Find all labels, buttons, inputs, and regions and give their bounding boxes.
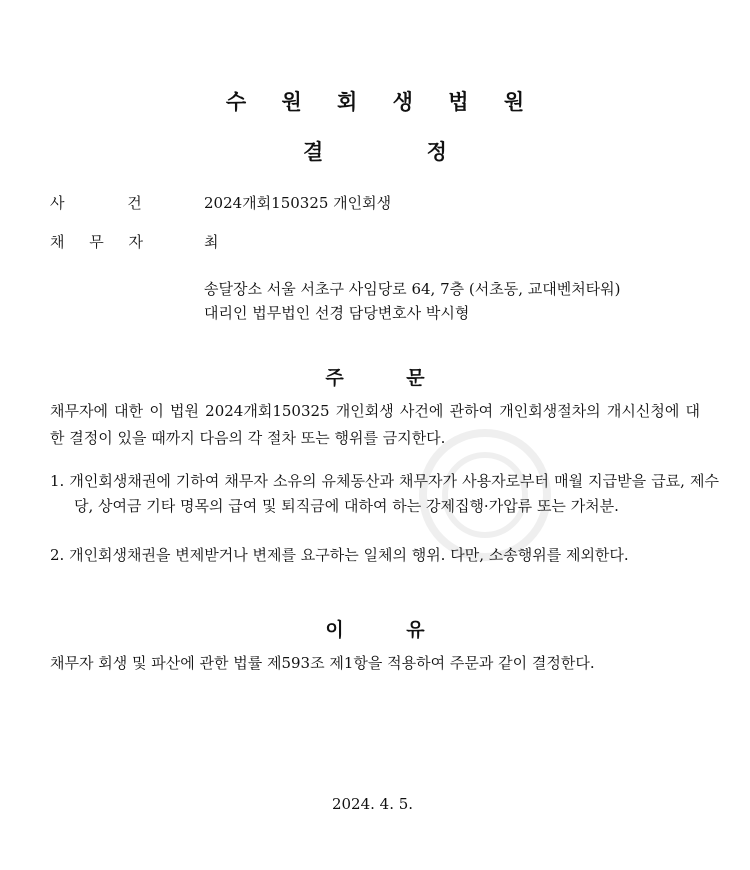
order-item-1: 1. 개인회생채권에 기하여 채무자 소유의 유체동산과 채무자가 사용자로부터 매월 지급받을 급료, 제수당, 상여금 기타 명목의 급여 및 퇴직금에 대하여 하는 강제집행·가압류 또는 가처분. <box>50 472 719 515</box>
case-number: 2024개회150325 개인회생 <box>204 194 392 212</box>
order-title: 주 문 <box>325 367 425 389</box>
legal-agent: 대리인 법무법인 선경 담당변호사 박시형 <box>204 304 470 322</box>
decision-date: 2024. 4. 5. <box>331 795 414 813</box>
order-intro: 채무자에 대한 이 법원 2024개회150325 개인회생 사건에 관하여 개인회생절차의 개시신청에 대한 결정이 있을 때까지 다음의 각 절차 또는 행위를 금지한다. <box>50 402 700 447</box>
service-address: 송달장소 서울 서초구 사임당로 64, 7층 (서초동, 교대벤처타워) <box>204 280 621 298</box>
court-name: 수 원 회 생 법 원 <box>225 90 539 114</box>
case-label: 사 건 <box>50 194 142 212</box>
document-type-title: 결 정 <box>303 140 447 164</box>
debtor-name: 최 <box>204 233 219 251</box>
order-item-2: 2. 개인회생채권을 변제받거나 변제를 요구하는 일체의 행위. 다만, 소송행위를 제외한다. <box>50 546 629 564</box>
debtor-label: 채 무 자 <box>50 233 144 251</box>
reason-title: 이 유 <box>325 619 425 641</box>
reason-text: 채무자 회생 및 파산에 관한 법률 제593조 제1항을 적용하여 주문과 같이 결정한다. <box>50 654 595 672</box>
